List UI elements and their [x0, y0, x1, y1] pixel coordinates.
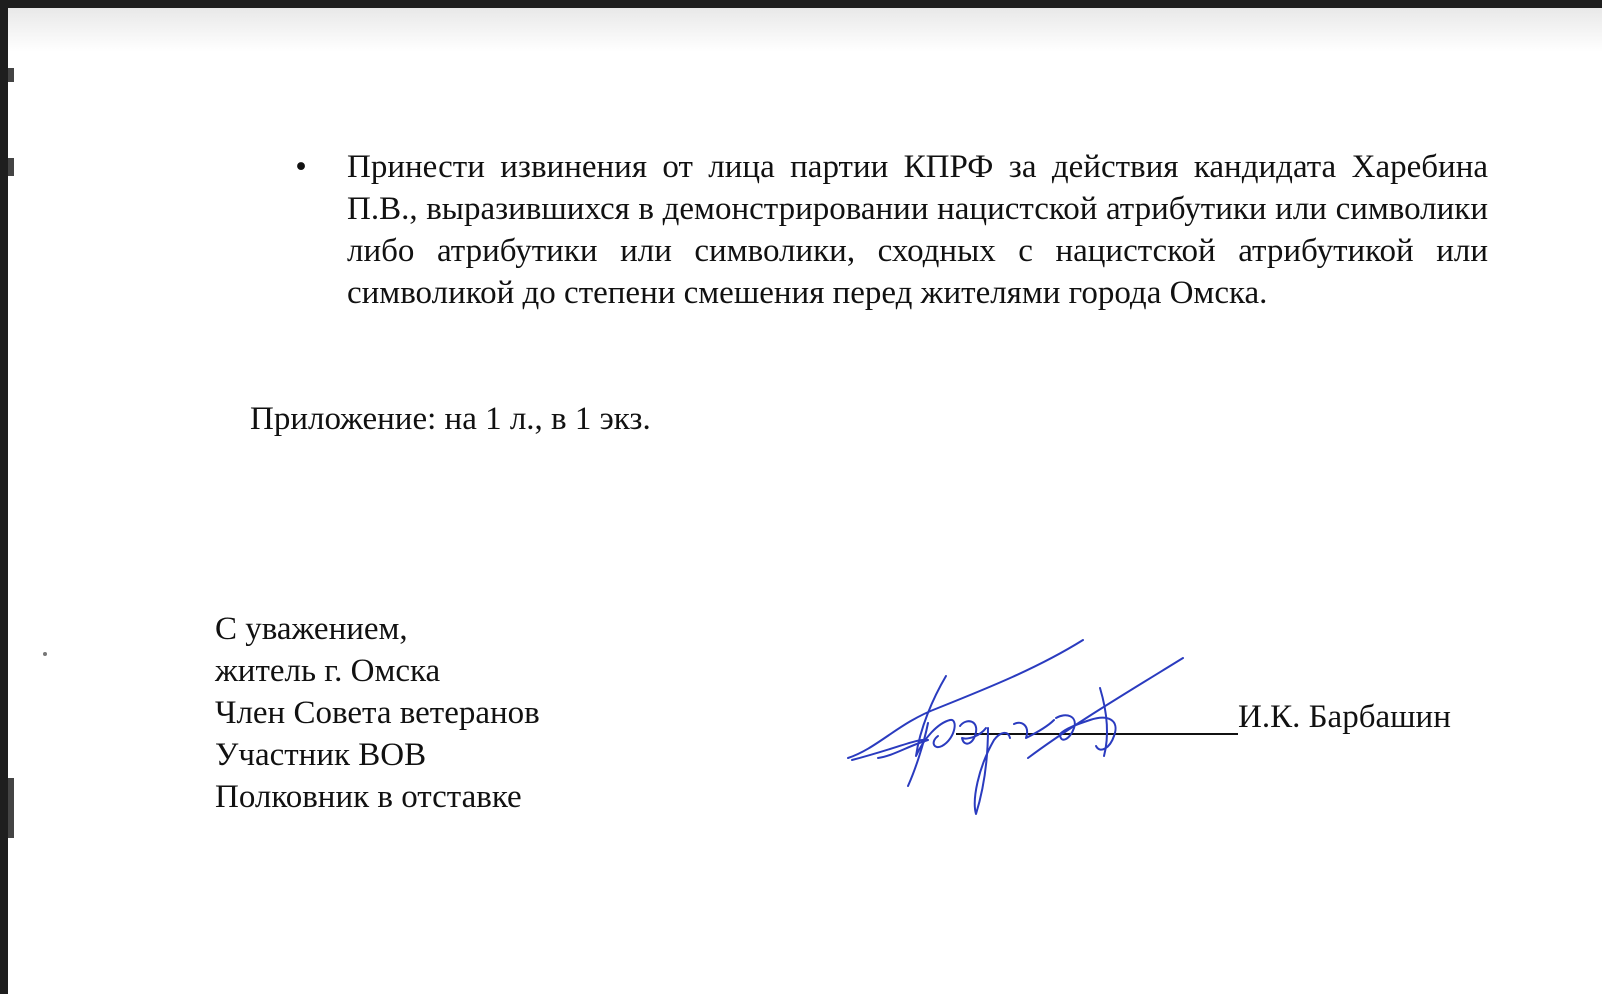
handwritten-signature-icon [838, 628, 1208, 828]
signer-name: И.К. Барбашин [1238, 699, 1451, 735]
bullet-icon: • [295, 149, 307, 185]
attachment-note: Приложение: на 1 л., в 1 экз. [250, 401, 651, 437]
bullet-text: Принести извинения от лица партии КПРФ за действия кандидата Харебина П.В., выразившихся в демонстрировании нацистской атрибутики или символики либо атрибутики или символики, сходных с нацистской атрибутикой или символикой до степени смешения перед жителями города Омска. [347, 149, 1488, 311]
closing-block [215, 608, 540, 818]
closing-line-participant: Участник ВОВ [215, 737, 427, 773]
scan-edge-mark [8, 158, 14, 176]
closing-line-regards: С уважением, [215, 611, 408, 647]
scan-speck [43, 652, 47, 656]
closing-line-rank: Полковник в отставке [215, 779, 522, 815]
closing-line-resident: житель г. Омска [215, 653, 441, 689]
page-top-shadow [8, 8, 1602, 52]
closing-line-council: Член Совета ветеранов [215, 695, 540, 731]
scan-edge-mark [8, 68, 14, 82]
scan-edge-mark [8, 778, 14, 838]
document-page [8, 8, 1602, 994]
